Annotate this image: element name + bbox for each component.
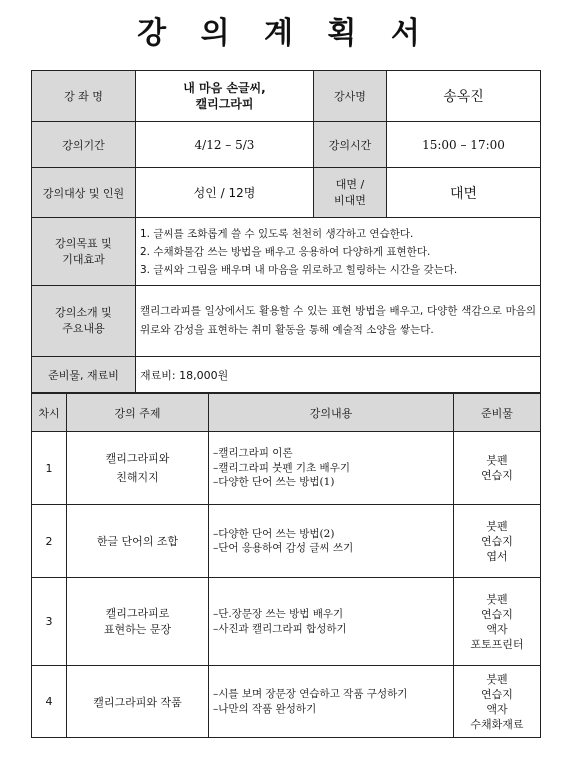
course-name-line2: 캘리그라피	[195, 97, 254, 111]
content-item: –다양한 단어 쓰는 방법(2)	[213, 527, 335, 540]
mode-value: 대면	[387, 168, 541, 218]
course-name-line1: 내 마음 손글씨,	[183, 81, 266, 95]
content-item: –나만의 작품 완성하기	[213, 702, 317, 715]
content-item: –캘리그라피 붓펜 기초 배우기	[213, 461, 350, 474]
session-topic	[67, 666, 209, 738]
topic-line2: 표현하는 문장	[103, 622, 172, 636]
course-label: 강 좌 명	[32, 71, 136, 122]
time-value: 15:00 – 17:00	[387, 122, 541, 168]
time-label: 강의시간	[314, 122, 387, 168]
table-row	[32, 505, 541, 578]
material-item: 액자	[486, 622, 508, 636]
material-item: 연습지	[481, 469, 513, 482]
content-item: –단어 응용하여 감성 글씨 쓰기	[213, 542, 354, 554]
material-item: 붓펜	[486, 454, 508, 467]
target-label: 강의대상 및 인원	[32, 168, 136, 218]
intro-label-line1: 강의소개 및	[55, 306, 112, 319]
course-info-table	[31, 70, 541, 393]
goal-row	[32, 218, 541, 286]
session-topic	[67, 505, 209, 578]
material-item: 수채화재료	[470, 717, 524, 731]
page-title: 강 의 계 획 서	[137, 16, 432, 51]
schedule-header-row	[32, 394, 541, 432]
materials-row	[32, 357, 541, 393]
topic-line2: 친해지지	[116, 471, 159, 484]
intro-row	[32, 286, 541, 357]
mode-label-line1: 대면 /	[335, 177, 365, 191]
material-item: 포토프린터	[470, 637, 524, 651]
table-row	[32, 666, 541, 738]
materials-fee: 재료비: 18,000원	[136, 357, 541, 393]
target-row	[32, 168, 541, 218]
session-materials	[454, 666, 541, 738]
material-item: 붓펜	[486, 672, 508, 686]
intro-text: 캘리그라피를 일상에서도 활용할 수 있는 표현 방법을 배우고, 다양한 색감으로 마음의 위로와 감성을 표현하는 취미 활동을 통해 예술적 소양을 쌓는다.	[136, 286, 541, 357]
session-number: 1	[32, 432, 67, 505]
header-topic: 강의 주제	[67, 394, 209, 432]
topic-line1: 캘리그라피와 작품	[93, 695, 182, 709]
schedule-table	[31, 393, 541, 738]
session-number: 4	[32, 666, 67, 738]
session-number: 2	[32, 505, 67, 578]
session-materials	[454, 505, 541, 578]
material-item: 연습지	[481, 687, 513, 701]
material-item: 엽서	[486, 549, 508, 563]
intro-label-line2: 주요내용	[62, 322, 105, 335]
content-item: –시를 보며 장문장 연습하고 작품 구성하기	[213, 688, 408, 700]
intro-label	[32, 286, 136, 357]
session-number: 3	[32, 578, 67, 666]
goal-list	[140, 225, 536, 279]
goal-label-line2: 기대효과	[62, 252, 105, 266]
header-session: 차시	[32, 394, 67, 432]
topic-line1: 캘리그라피로	[105, 606, 170, 620]
goal-item: 1. 글씨를 조화롭게 쓸 수 있도록 천천히 생각하고 연습한다.	[140, 227, 414, 240]
material-item: 붓펜	[486, 519, 508, 533]
content-item: –다양한 단어 쓰는 방법(1)	[213, 476, 335, 489]
content-item: –사진과 캘리그라피 합성하기	[213, 622, 347, 635]
session-content	[209, 432, 454, 505]
session-content	[209, 666, 454, 738]
session-content	[209, 505, 454, 578]
material-item: 액자	[486, 702, 508, 716]
session-topic	[67, 578, 209, 666]
course-name	[136, 71, 314, 122]
session-materials	[454, 578, 541, 666]
period-label: 강의기간	[32, 122, 136, 168]
material-item: 연습지	[481, 607, 513, 621]
table-row	[32, 578, 541, 666]
session-content	[209, 578, 454, 666]
content-item: –단.장문장 쓰는 방법 배우기	[213, 608, 344, 620]
material-item: 연습지	[481, 534, 513, 548]
target-value: 성인 / 12명	[136, 168, 314, 218]
goal-item: 2. 수채화물감 쓰는 방법을 배우고 응용하여 다양하게 표현한다.	[140, 245, 431, 258]
goal-item: 3. 글씨와 그림을 배우며 내 마음을 위로하고 힐링하는 시간을 갖는다.	[140, 263, 458, 276]
session-topic	[67, 432, 209, 505]
header-content: 강의내용	[209, 394, 454, 432]
topic-line1: 한글 단어의 조합	[96, 535, 179, 548]
topic-line1: 캘리그라피와	[105, 452, 170, 465]
header-materials: 준비물	[454, 394, 541, 432]
mode-label-line2: 비대면	[334, 193, 366, 207]
table-row	[32, 432, 541, 505]
period-value: 4/12 – 5/3	[136, 122, 314, 168]
period-row	[32, 122, 541, 168]
material-item: 붓펜	[486, 592, 508, 606]
mode-label	[314, 168, 387, 218]
content-item: –캘리그라피 이론	[213, 447, 293, 460]
materials-label: 준비물, 재료비	[32, 357, 136, 393]
instructor-name: 송옥진	[387, 71, 541, 122]
session-materials	[454, 432, 541, 505]
goal-content	[136, 218, 541, 286]
goal-label	[32, 218, 136, 286]
instructor-label: 강사명	[314, 71, 387, 122]
goal-label-line1: 강의목표 및	[55, 236, 112, 250]
course-row	[32, 71, 541, 122]
